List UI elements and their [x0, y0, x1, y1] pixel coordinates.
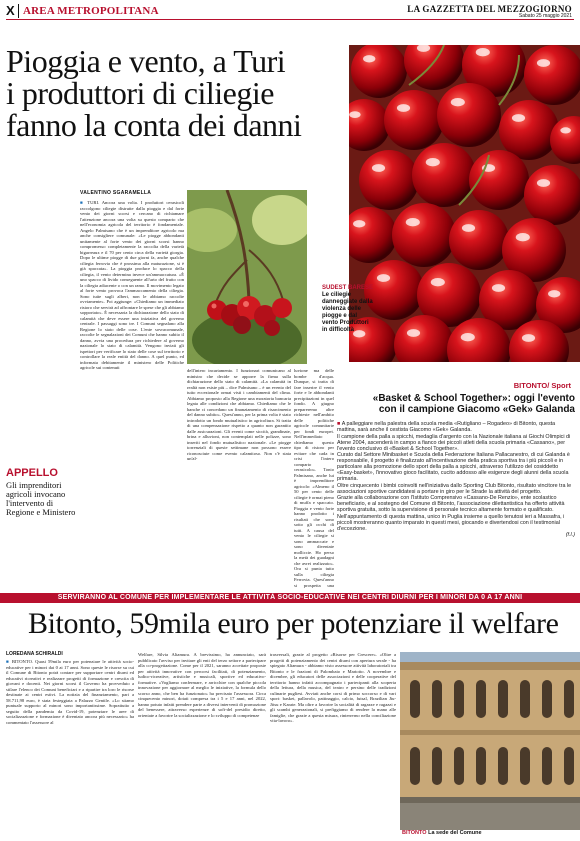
sport-headline: [367, 393, 575, 415]
sport-signature: (f.l.): [565, 532, 575, 538]
building-illustration: [400, 652, 580, 830]
cherry-highlight: [431, 278, 445, 286]
cherry-highlight: [353, 220, 365, 227]
building-window: [454, 747, 464, 785]
cherry-highlight: [522, 334, 535, 342]
cherry-highlight: [349, 111, 360, 118]
cherry-tree-illustration: [187, 190, 307, 364]
cherry: [392, 203, 456, 267]
building-window: [520, 680, 530, 718]
cherry-highlight: [451, 98, 465, 106]
appello-text: Gli imprenditori agricoli invocano l'intervento di Regione e Ministero: [6, 480, 76, 517]
building-window: [542, 747, 552, 785]
sport-tag: BITONTO/ Sport: [513, 381, 571, 390]
article2-column-1: [6, 659, 134, 837]
bullet-icon: ■: [80, 200, 88, 205]
sport-text: A palleggiare nella palestra della scuola media «Rutigliano – Rogadeo» di Bitonto, questa mattina, sarà anche il cestista Giacomo «Gek» Galanda.: [337, 421, 556, 433]
building-window: [564, 680, 574, 718]
cherry-highlight: [462, 224, 475, 232]
article-column-2: [187, 368, 291, 588]
appello-box: [6, 467, 78, 517]
sport-headline-line-2: con il campione Giacomo «Gek» Galanda: [378, 404, 575, 415]
cherry: [499, 100, 559, 160]
headline-line-3: fanno la conta dei danni: [6, 107, 302, 143]
cherry-highlight: [363, 55, 375, 62]
building-window: [564, 747, 574, 785]
cherry-highlight: [560, 127, 571, 133]
sport-paragraph: Nell'appuntamento di questa mattina, unico in Puglia insieme a quello tenutosi ieri a Massafra, i piccoli mostreranno quanto imparato in questi mesi, giocando e divertendosi con il testimonial d'eccezione.: [337, 513, 565, 532]
section-name: AREA METROPOLITANA: [23, 5, 159, 17]
cherry-highlight: [548, 290, 560, 297]
cherry-highlight: [397, 104, 410, 112]
article-headline: [6, 45, 336, 141]
cherry-highlight: [407, 329, 420, 337]
tree-cherries-photo: [187, 190, 307, 364]
town-hall-photo: [400, 652, 580, 830]
cherry-highlight: [512, 114, 525, 122]
building-window: [432, 680, 442, 718]
sport-body: [337, 421, 575, 539]
building-window: [498, 747, 508, 785]
masthead: LA GAZZETTA DEL MEZZOGIORNO: [407, 4, 572, 14]
cherries-photo: [349, 45, 580, 362]
building-window: [476, 747, 486, 785]
article-text: trasversali, grazie al progetto «Risorse per Crescere». «Oltre a progetti di potenziamento dei centri diurni con apertura serale - ha spiegato Altamura - abbiamo visto assessore attività laboratoriali tra Bitonto e le frazioni di Palombaio e Mariotto. A novembre e dicembre, gli educatori delle associazioni e delle cooperative del territorio hanno infatti accompagnato i partecipanti alla scoperta della lettura, della musica, del teatro e persino delle tradizioni culinarie pugliesi. Avviati anche corsi di primo soccorso e di vari sport: basket, pallavolo, pattinaggio, calcio, futsal, Brazilian Jiu-Jitsu e Karate. Ma oltre a favorire la socialità di ragazze e ragazzi e gli scambi generazionali, si prefiggiamo di rendere la mano alle famiglie, che grazie a questa misura, rinterrerno nella conciliazione vita-lavoro».: [270, 652, 396, 723]
article-text: TURI. Ancora una volta. I produttori cerasicoli raccolgono ciliegie distrutte dalla pioggia e dal forte vento dei giorni scorsi e cercano di richiamare l'attenzione ancora una volta su questo comparto che nell'economia agricola del territorio è fondamentale. Angelo Palmisano che è un imprenditore agricolo ma anche consigliere comunale: «Le piogge abbondanti unitamente al forte vento dei giorni scorsi hanno compromesso completamente la raccolta della varietà bigarreaux e il 70 per cento circa della varietà giorgia. Dopo le ultime piogge di due giorni fa, anche qualche ciliegia ferrovia che è prossima alla maturazione, si è già spaccata». La pioggia produce lo spacco della ciliegia, il vento determina invece un'ammaccatura. «È uno spacco di livido conseguente all'urto del frutto con la ciliegia adiacente o con un ramo. Il movimento legato al forte vento provoca l'ammaccamento della ciliegia. Sono tutte sugli alberi, non le abbiamo raccolte ovviamente». Poi aggiunge: «Chiediamo un immediato ristoro che servirà ad affrontare le spese che gli abbiamo sopportato». È necessaria la dichiarazione dello stato di calamità che deve essere una iniziativa del governo centrale. I passaggi sono tre. I Comuni segnalano alla Regione lo stato delle cose. L'ente sovracomunale, raccolte le segnalazioni dei Comuni che hanno subito il danno, avvia una procedura per richiedere al governo nazionale lo stato di calamità. Vengono inviati gli ispettori per verificare lo stato delle cose sul territorio e controllare la reale entità del danno. A quel punto, ed informata debitamente il ministero delle Politiche agricole sui contenuti: [80, 200, 184, 370]
cherry-highlight: [406, 218, 420, 226]
article-text: luvione ma delle bombe d'acqua. Dunque, si tratta di fare inserire il vento forte e le abbondanti precipitazioni in quel fondo. A giugno prepareremo altre richieste nell'ambito delle politiche agricole comunitarie per fondi europei. Nell'immediato chiediamo questo tipo di ristoro per evitare che cada in crisi l'intero comparto cerasicolo». Tonio Palmisano, anche lui è imprenditore agricolo: «Almeno il 50 per cento delle ciliegie è ormai pieno di muffa e spaccato. Pioggia e vento forte hanno prodotto i risultati che sono sotto gli occhi di tutti. A causa del vento le ciliegie si sono ammaccate e sono diventate molliccie. Ho perso la metà dei guadagni che avrei realizzato». Ora si punta tutto sulla ciliegia Ferrovia. Quest'anno si prospetta una: [294, 368, 334, 588]
cherry-highlight: [537, 59, 550, 67]
article-column-1: [80, 200, 184, 588]
article2-headline: Bitonto, 59mila euro per potenziare il welfare: [28, 607, 559, 640]
section-header: [6, 4, 574, 20]
sport-paragraph: Oltre cinquecento i bimbi coinvolti nell'iniziativa dallo Sporting Club Bitonto, risultato vincitore tra le associazioni sportive candidatesi a portare in giro per le Strade la attività del progetto.: [337, 482, 572, 495]
cherry-highlight: [461, 333, 475, 341]
sport-article: [336, 380, 574, 585]
cherry-highlight: [377, 274, 390, 282]
arrow-icon: ■: [337, 421, 342, 427]
cherry-highlight: [516, 233, 530, 241]
sport-paragraph: Curato dal Settore Minibasket e Scuola della Federazione Italiana Pallacanestro, di cui Galanda è responsabile, il progetto è finalizzato all'incentivazione della pratica sportiva tra i più piccoli e in particolare alla promozione dello sport della palla a spicchi, attraverso l'utilizzo del cosiddetto «Easy-basket», l'innovativo gioco facilitato, cucito addosso alle esigenze degli alunni della scuola primaria.: [337, 452, 570, 482]
building-caption: [402, 830, 482, 836]
issue-date: Sabato 25 maggio 2021: [518, 13, 572, 19]
cherry: [359, 150, 419, 210]
article-kicker-banner: SERVIRANNO AL COMUNE PER IMPLEMENTARE LE ATTIVITÀ SOCIO-EDUCATIVE NEI CENTRI DIURNI PER I MINORI DA 0 A 17 ANNI: [0, 593, 580, 603]
cherry-highlight: [537, 179, 550, 187]
article-text: BITONTO. Quasi 59mila euro per potenziare le attività socio-educative per i minori dai 0 ai 17 anni. Sono queste le risorse su cui il Comune di Bitonto potrà contare per supportare centri diurni ed educativi ricreativi e realizzare progetti di formazione e crescita di giovani e docenti. Nei giorni scorsi il Governo ha provveduto a stilare l'elenco dei Comuni beneficiari e a ripartire tra loro le risorse destinate ai centri estivi. La notizia del finanziamento, pari a 58.711,98 euro, è stata festeggiata a Palazzo Gentile. «Lo stiamo puntuale supporto al minori sono importantissime. Soprattutto a seguito della pandemia da Covid-19, potenziare le aree di socializzazione e formazione è diventato ancora più necessario» ha commentato l'assessore al: [6, 659, 134, 725]
article-text: Welfare, Silvia Altamura. A brevissimo, ha annunciato, sarà pubblicato l'avviso per invitare gli enti del terzo settore a partecipare alla co-progettazione. Come per il 2021, saranno accettate proposte per attività innovative con percorsi facilitati, di potenziamento, ludico-ricreative, artistiche e musicali, sportive ed educativo-formative. «Vogliamo confermare, e arricchire con qualche piccola innovazione per aggiornare al meglio le iniziative, la formula dello scorso anno, che ben ha funzionato» ha precisato l'assessora. Circa cinquecento minori, dotati compresa tra i 5 e 17 anni, nel 2022, hanno potuto infatti prendere parte a diversi interventi di promozione del benessere, attraverso esperienze di soft-del presidio diretto, orientate a favorire la socializzazione e lo sviluppo di competenze: [138, 652, 266, 718]
cherry-highlight: [426, 158, 440, 166]
article2-column-3: [270, 652, 396, 837]
sport-paragraph: Grazie alla collaborazione con l'Istituto Comprensivo «Cassano-De Renzio», ente scolastico beneficiario, e al sostegno del Comune di Bitonto, l'associazione dilettantistica ha offerto attività sportiva gratuita, sotto la supervisione di personale tecnico altamente formato e qualificato.: [337, 495, 565, 513]
cherry: [449, 210, 509, 270]
article2-column-2: [138, 652, 266, 837]
sport-paragraph: [337, 421, 575, 433]
headline-line-1: Pioggia e vento, a Turi: [6, 43, 286, 79]
headline-line-2: i produttori di ciliegie: [6, 75, 274, 111]
article2-byline: LOREDANA SCHIRALDI: [6, 651, 63, 657]
building-window: [476, 680, 486, 718]
cherry: [384, 90, 444, 150]
caption-text: Le ciliegie danneggiate dalla violenza delle piogge e dal vento Produttori in difficoltà: [322, 292, 373, 333]
sport-headline-line-1: «Basket & School Together»: oggi l'evento: [372, 393, 575, 404]
sport-paragraph: Il campione della palla a spicchi, medaglia d'argento con la Nazionale italiana ai Giochi Olimpici di Atene 2004, ascenderà in campo a fianco dei piccoli atleti della scuola primaria «Cassano», per l'evento conclusivo di «Basket & School Together».: [337, 433, 571, 452]
building-window: [432, 747, 442, 785]
building-window: [410, 747, 420, 785]
cherry: [437, 83, 501, 147]
article-byline: VALENTINO SGARAMELLA: [80, 190, 152, 196]
building-window: [520, 747, 530, 785]
building-window: [542, 680, 552, 718]
section-mark: X: [6, 4, 19, 18]
article-column-3: [294, 368, 334, 588]
cherry-highlight: [476, 48, 490, 56]
building-caption-label: BITONTO: [402, 830, 427, 836]
building-window: [410, 680, 420, 718]
article-text: dell'intero incartamento. I funzionari comunicano al ministro che decide se apporre la firma sulla dichiarazione dello stato di calamità. «La calamità in realtà non esiste più – dice Palmisano – è un evento del tutto eccezionale ormai visti i cambiamenti del clima. Abbiamo proposto alla Regione una moratoria bancaria legata alle condizioni che abbiamo. Chiediamo che le banche ci concedano un finanziamento di risarcimento del danno subito». Quest'anno, per la prima volta è stato introdotto un fondo mutualistico in agricoltura. Si tratta di una compensazione rispetto a quanto non garantito dalle assicurazioni. Gli eventi come siccità, grandinate, brina e alluvioni, non contemplati nelle polizze, sono inseriti nel fondo mutualistico nazionale. «Le piogge torrenziali di queste settimane non possono essere riconosciute come evento calamitoso. Non c'è stata un'al-: [187, 368, 291, 461]
cherry-highlight: [372, 164, 385, 172]
cherries-illustration: [349, 45, 580, 362]
building-caption-text: La sede del Comune: [428, 830, 482, 836]
building-window: [498, 680, 508, 718]
cherry-highlight: [492, 284, 505, 292]
bullet-icon: ■: [6, 659, 12, 664]
caption-label: SUDEST BARESE: [322, 285, 374, 291]
appello-title: APPELLO: [6, 467, 58, 479]
photo-caption: [322, 285, 374, 334]
building-window: [454, 680, 464, 718]
